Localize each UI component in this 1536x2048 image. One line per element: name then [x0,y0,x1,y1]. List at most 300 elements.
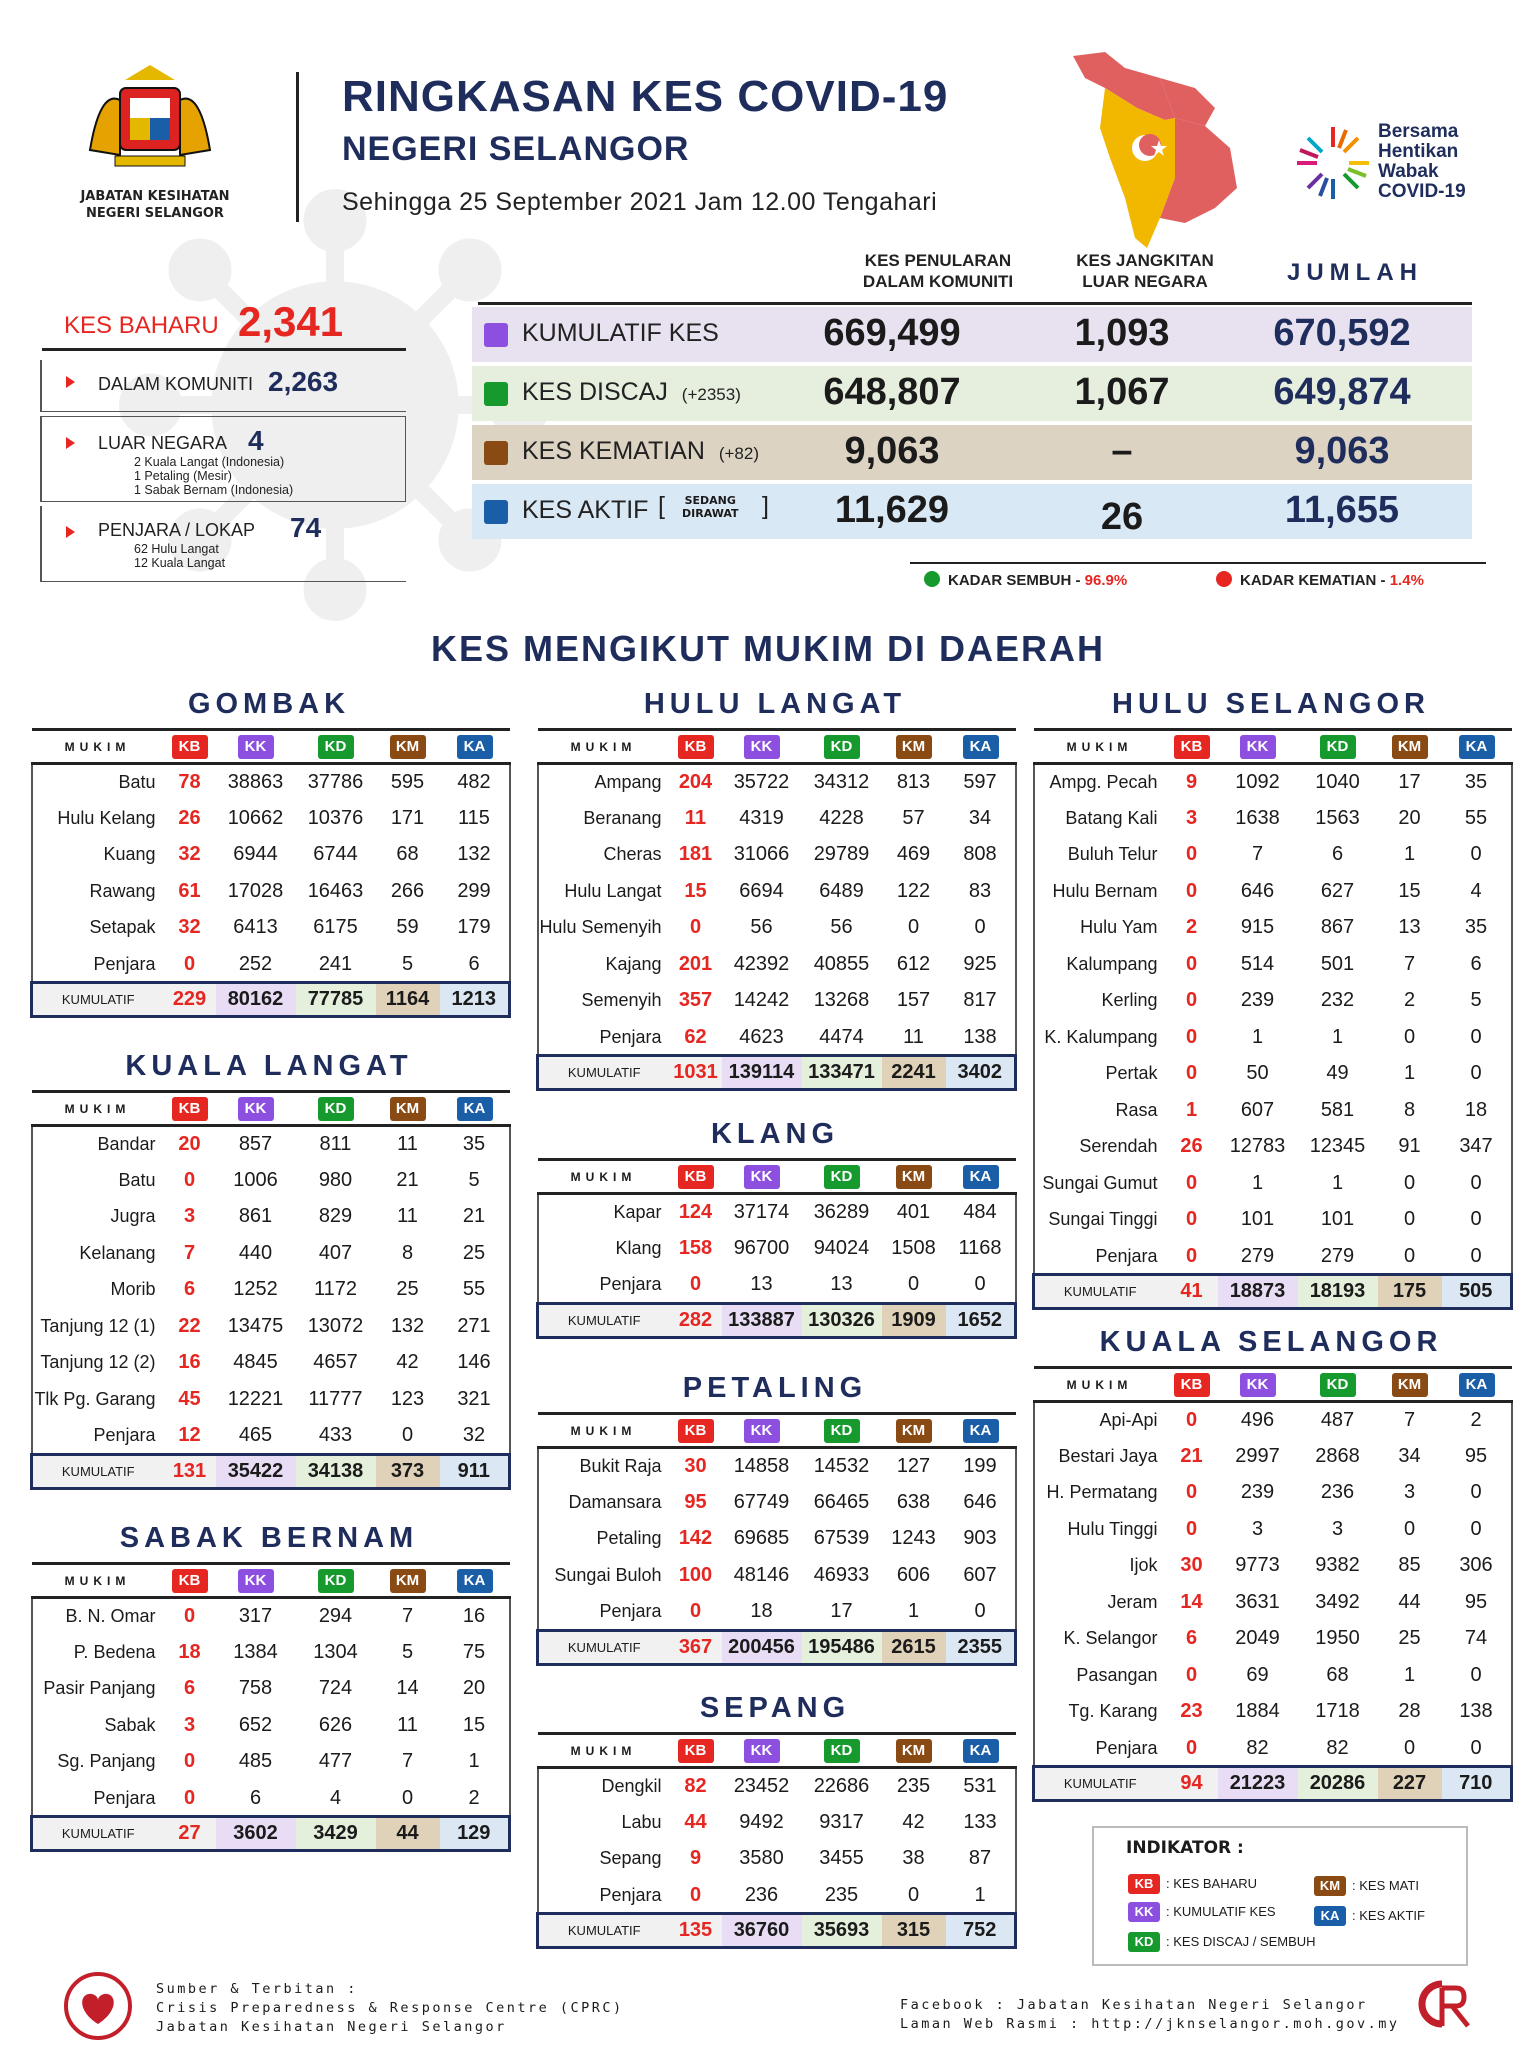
ka-value: 0 [946,1594,1016,1631]
district-name: KUALA LANGAT [125,1050,413,1082]
total-kd-value: 133471 [802,1056,882,1090]
table-row [32,764,510,801]
divider [478,302,1472,305]
col-kk [722,1160,802,1194]
kk-value: 31066 [722,837,802,874]
ka-value: 179 [440,910,510,947]
kk-value: 17028 [216,873,296,910]
district-sabak-bernam [30,1522,508,1852]
km-value: 21 [376,1162,440,1199]
col-community-header: KES PENULARAN DALAM KOMUNITI [862,251,1014,291]
mukim-name: Sungai Tinggi [1034,1202,1166,1239]
kb-badge: KB [172,735,208,759]
kb-value: 0 [164,946,216,983]
km-value: 13 [1378,910,1442,947]
district-hulu-langat [536,688,1014,1091]
district-name: GOMBAK [187,688,351,720]
km-value: 14 [376,1671,440,1708]
kd-value: 101 [1298,1202,1378,1239]
table-row [32,800,510,837]
kb-badge: KB [678,735,714,759]
table-row [538,1019,1016,1056]
km-value: 5 [376,946,440,983]
kd-value: 581 [1298,1092,1378,1129]
total-kk-value: 200456 [722,1630,802,1664]
legend-ka [1314,1906,1425,1926]
ka-value: 817 [946,983,1016,1020]
col-total-header: JUMLAH [1287,259,1423,286]
table-row [32,1308,510,1345]
kd-value: 29789 [802,837,882,874]
table-row [538,1194,1016,1231]
table-row [32,1199,510,1236]
kd-value: 867 [1298,910,1378,947]
col-kb [1166,730,1218,764]
total-row [538,1056,1016,1090]
summary-row-cumulative [472,307,1472,362]
mukim-name: Tanjung 12 (1) [32,1308,164,1345]
col-kd [802,1414,882,1448]
total-row [538,1303,1016,1337]
total-km-value: 1164 [376,983,440,1017]
col-kk [722,1414,802,1448]
kk-value: 1 [1218,1165,1298,1202]
mukim-name: B. N. Omar [32,1598,164,1635]
kk-value: 9773 [1218,1548,1298,1585]
bracket-close: ] [762,492,769,520]
col-km [376,730,440,764]
kd-value: 36289 [802,1194,882,1231]
kb-value: 0 [670,1594,722,1631]
kb-value: 2 [1166,910,1218,947]
ka-value: 0 [946,910,1016,947]
col-mukim: MUKIM [32,730,164,764]
kd-badge: KD [824,1419,860,1443]
km-value: 11 [376,1707,440,1744]
mukim-name: Batu [32,1162,164,1199]
ka-badge: KA [1459,735,1495,759]
col-kd [1298,730,1378,764]
ka-value: 321 [440,1381,510,1418]
table-row [32,1418,510,1455]
kb-badge: KB [172,1097,208,1121]
kb-value: 0 [164,1780,216,1817]
kk-value: 1252 [216,1272,296,1309]
kb-badge: KB [172,1569,208,1593]
km-value: 638 [882,1484,946,1521]
report-date: Sehingga 25 September 2021 Jam 12.00 Tengahari [342,188,938,216]
km-value: 235 [882,1768,946,1805]
total-row [538,1630,1016,1664]
row-label: KES DISCAJ [522,378,668,406]
col-ka [440,730,510,764]
kb-value: 1 [1166,1092,1218,1129]
mukim-name: Ampg. Pecah [1034,764,1166,801]
kd-value: 241 [296,946,376,983]
km-value: 1 [1378,1657,1442,1694]
kb-value: 6 [164,1272,216,1309]
col-kd [802,1734,882,1768]
kk-value: 3631 [1218,1584,1298,1621]
table-row [32,873,510,910]
table-row [1034,983,1512,1020]
kd-badge: KD [1320,735,1356,759]
col-km [882,730,946,764]
ka-badge: KA [963,735,999,759]
total-kb-value: 229 [164,983,216,1017]
mukim-name: Kajang [538,946,670,983]
kumulatif-label: KUMULATIF [538,1630,670,1664]
facebook-link[interactable]: Facebook : Jabatan Kesihatan Negeri Selangor [900,1997,1368,2013]
km-badge: KM [896,1739,932,1763]
mukim-name: Penjara [32,1780,164,1817]
kd-badge: KD [1128,1932,1160,1952]
km-value: 0 [1378,1511,1442,1548]
imported-count: 1,067 [1074,371,1170,413]
kd-value: 13268 [802,983,882,1020]
mukim-name: H. Permatang [1034,1475,1166,1512]
ka-value: 25 [440,1235,510,1272]
table-row [1034,1621,1512,1658]
table-row [1034,1694,1512,1731]
district-table [1032,1366,1513,1802]
kd-value: 279 [1298,1238,1378,1275]
total-kb-value: 135 [670,1914,722,1948]
kd-value: 6 [1298,837,1378,874]
km-value: 11 [882,1019,946,1056]
kumulatif-label: KUMULATIF [32,983,164,1017]
kk-value: 496 [1218,1402,1298,1439]
kb-value: 142 [670,1521,722,1558]
kb-value: 6 [1166,1621,1218,1658]
mukim-name: Batu [32,764,164,801]
col-kb [164,730,216,764]
kk-value: 48146 [722,1557,802,1594]
district-sepang [536,1692,1014,1949]
kb-value: 3 [164,1707,216,1744]
km-value: 0 [1378,1238,1442,1275]
kd-value: 13 [802,1267,882,1304]
purple-square-icon [484,323,508,347]
ka-value: 32 [440,1418,510,1455]
kd-value: 4228 [802,800,882,837]
km-value: 7 [1378,946,1442,983]
community-value: 2,263 [268,366,339,397]
kk-value: 239 [1218,1475,1298,1512]
kk-value: 13475 [216,1308,296,1345]
kk-value: 1006 [216,1162,296,1199]
kk-badge: KK [1240,1373,1276,1397]
mukim-name: Hulu Tinggi [1034,1511,1166,1548]
km-value: 25 [376,1272,440,1309]
bracket-open: [ [658,492,665,520]
coat-of-arms-icon [70,60,230,190]
kb-value: 100 [670,1557,722,1594]
km-badge: KM [896,735,932,759]
mukim-name: K. Selangor [1034,1621,1166,1658]
table-row [1034,1730,1512,1767]
new-cases-label: KES BAHARU [64,312,219,339]
kk-value: 14242 [722,983,802,1020]
col-ka [1442,730,1512,764]
ka-value: 95 [1442,1584,1512,1621]
total-row [32,1454,510,1488]
brown-square-icon [484,441,508,465]
kk-value: 758 [216,1671,296,1708]
community-label: DALAM KOMUNITI [98,374,254,394]
mukim-name: Labu [538,1804,670,1841]
ka-badge: KA [963,1739,999,1763]
kd-value: 67539 [802,1521,882,1558]
col-ka [440,1564,510,1598]
mukim-name: Cheras [538,837,670,874]
total-kb-value: 282 [670,1303,722,1337]
table-header-row [538,1160,1016,1194]
kd-value: 1950 [1298,1621,1378,1658]
mukim-name: Ijok [1034,1548,1166,1585]
ka-value: 903 [946,1521,1016,1558]
website-link[interactable]: Laman Web Rasmi : http://jknselangor.moh.gov.my [900,2016,1400,2032]
kd-badge: KD [824,1165,860,1189]
km-value: 606 [882,1557,946,1594]
table-row [1034,837,1512,874]
recovery-value: 96.9% [1084,572,1128,589]
total-ka-value: 2355 [946,1630,1016,1664]
km-badge: KM [390,1569,426,1593]
campaign-text: Bersama Hentikan Wabak COVID-19 [1378,121,1466,202]
total-kb-value: 367 [670,1630,722,1664]
ka-value: 55 [440,1272,510,1309]
mukim-name: Semenyih [538,983,670,1020]
kd-value: 3492 [1298,1584,1378,1621]
kd-value: 11777 [296,1381,376,1418]
kb-value: 14 [1166,1584,1218,1621]
km-value: 469 [882,837,946,874]
table-row [1034,1238,1512,1275]
ka-value: 115 [440,800,510,837]
kk-value: 6413 [216,910,296,947]
mukim-name: Bestari Jaya [1034,1438,1166,1475]
km-value: 0 [376,1780,440,1817]
kk-value: 101 [1218,1202,1298,1239]
kk-value: 4845 [216,1345,296,1382]
total-count: 649,874 [1273,371,1411,413]
kk-value: 9492 [722,1804,802,1841]
col-mukim: MUKIM [32,1092,164,1126]
col-km [882,1160,946,1194]
table-row [32,837,510,874]
kd-value: 34312 [802,764,882,801]
kd-value: 407 [296,1235,376,1272]
ka-badge: KA [963,1165,999,1189]
kb-value: 0 [1166,983,1218,1020]
green-dot-icon [924,571,940,587]
table-row [538,873,1016,910]
table-row [1034,946,1512,983]
kk-value: 861 [216,1199,296,1236]
kb-value: 26 [1166,1129,1218,1166]
mukim-name: Sabak [32,1707,164,1744]
mukim-name: Tanjung 12 (2) [32,1345,164,1382]
mukim-name: Setapak [32,910,164,947]
km-value: 612 [882,946,946,983]
total-kd-value: 34138 [296,1454,376,1488]
ka-value: 306 [1442,1548,1512,1585]
kk-badge: KK [1240,735,1276,759]
mukim-name: Sungai Buloh [538,1557,670,1594]
col-kk [722,730,802,764]
km-value: 266 [376,873,440,910]
kd-value: 1 [1298,1165,1378,1202]
kb-value: 30 [670,1448,722,1485]
total-row [538,1914,1016,1948]
kk-value: 67749 [722,1484,802,1521]
legend-kb-text: : KES BAHARU [1166,1876,1258,1891]
km-value: 1 [1378,837,1442,874]
total-kd-value: 18193 [1298,1275,1378,1309]
table-row [538,1594,1016,1631]
ka-value: 95 [1442,1438,1512,1475]
total-ka-value: 129 [440,1817,510,1851]
table-row [538,1448,1016,1485]
kd-value: 10376 [296,800,376,837]
kk-value: 69 [1218,1657,1298,1694]
kb-value: 61 [164,873,216,910]
kk-badge: KK [238,735,274,759]
kb-value: 0 [1166,1730,1218,1767]
district-gombak [30,688,508,1018]
table-row [1034,1657,1512,1694]
imported-detail: 2 Kuala Langat (Indonesia) 1 Petaling (Mesir) 1 Sabak Bernam (Indonesia) [134,455,294,497]
table-row [1034,764,1512,801]
kk-value: 50 [1218,1056,1298,1093]
mukim-name: Bandar [32,1126,164,1163]
km-value: 0 [1378,1165,1442,1202]
district-table [30,728,511,1018]
mukim-name: Beranang [538,800,670,837]
kk-value: 7 [1218,837,1298,874]
table-row [32,1235,510,1272]
col-ka [946,730,1016,764]
total-count: 670,592 [1273,312,1411,354]
ka-value: 0 [1442,1019,1512,1056]
district-kuala-selangor [1032,1326,1510,1802]
km-value: 0 [882,1267,946,1304]
ka-value: 35 [1442,764,1512,801]
divider [42,348,406,351]
kb-value: 0 [164,1598,216,1635]
kk-value: 1638 [1218,800,1298,837]
kb-value: 23 [1166,1694,1218,1731]
col-kb [1166,1368,1218,1402]
row-label: KES KEMATIAN [522,437,705,465]
imported-value: 4 [248,425,264,456]
total-ka-value: 1652 [946,1303,1016,1337]
mukim-name: Hulu Kelang [32,800,164,837]
kb-value: 3 [1166,800,1218,837]
km-value: 0 [882,910,946,947]
km-value: 7 [376,1598,440,1635]
km-value: 8 [1378,1092,1442,1129]
table-row [1034,1202,1512,1239]
kd-value: 68 [1298,1657,1378,1694]
green-square-icon [484,382,508,406]
table-row [1034,1475,1512,1512]
col-km [882,1734,946,1768]
ka-value: 646 [946,1484,1016,1521]
imported-label: LUAR NEGARA [98,433,228,453]
km-value: 7 [376,1744,440,1781]
mukim-name: Penjara [32,1418,164,1455]
total-kb-value: 1031 [670,1056,722,1090]
ka-badge: KA [1459,1373,1495,1397]
kk-value: 279 [1218,1238,1298,1275]
kb-value: 9 [1166,764,1218,801]
col-kk [1218,1368,1298,1402]
ka-value: 133 [946,1804,1016,1841]
ka-value: 299 [440,873,510,910]
district-hulu-selangor [1032,688,1510,1310]
col-km [376,1092,440,1126]
kk-value: 1884 [1218,1694,1298,1731]
kb-value: 0 [1166,1511,1218,1548]
imported-count: 26 [1100,496,1144,538]
col-km [882,1414,946,1448]
kd-badge: KD [318,1097,354,1121]
row-label: KES AKTIF [522,496,649,524]
km-value: 401 [882,1194,946,1231]
total-row [32,1817,510,1851]
kb-value: 0 [1166,837,1218,874]
kd-value: 17 [802,1594,882,1631]
col-mukim: MUKIM [538,730,670,764]
ka-value: 1168 [946,1230,1016,1267]
table-header-row [32,1092,510,1126]
district-table [536,1412,1017,1666]
ka-value: 15 [440,1707,510,1744]
mukim-name: Pasangan [1034,1657,1166,1694]
kk-badge: KK [1128,1902,1160,1922]
ka-value: 1 [440,1744,510,1781]
km-value: 0 [1378,1019,1442,1056]
district-kuala-langat [30,1050,508,1490]
kd-value: 294 [296,1598,376,1635]
table-row [538,1230,1016,1267]
kk-value: 1092 [1218,764,1298,801]
ka-value: 4 [1442,873,1512,910]
kd-value: 1304 [296,1634,376,1671]
kd-badge: KD [318,1569,354,1593]
table-row [538,800,1016,837]
kumulatif-label: KUMULATIF [1034,1275,1166,1309]
ka-value: 808 [946,837,1016,874]
col-kk [1218,730,1298,764]
total-km-value: 2615 [882,1630,946,1664]
ka-value: 482 [440,764,510,801]
kk-value: 96700 [722,1230,802,1267]
kk-value: 69685 [722,1521,802,1558]
imported-count: – [1111,430,1133,472]
kb-value: 0 [1166,1202,1218,1239]
total-ka-value: 752 [946,1914,1016,1948]
km-value: 42 [882,1804,946,1841]
ka-value: 271 [440,1308,510,1345]
mukim-name: Kalumpang [1034,946,1166,983]
ka-badge: KA [1314,1906,1346,1926]
table-row [1034,1548,1512,1585]
kb-value: 204 [670,764,722,801]
legend-title: INDIKATOR : [1126,1838,1244,1858]
